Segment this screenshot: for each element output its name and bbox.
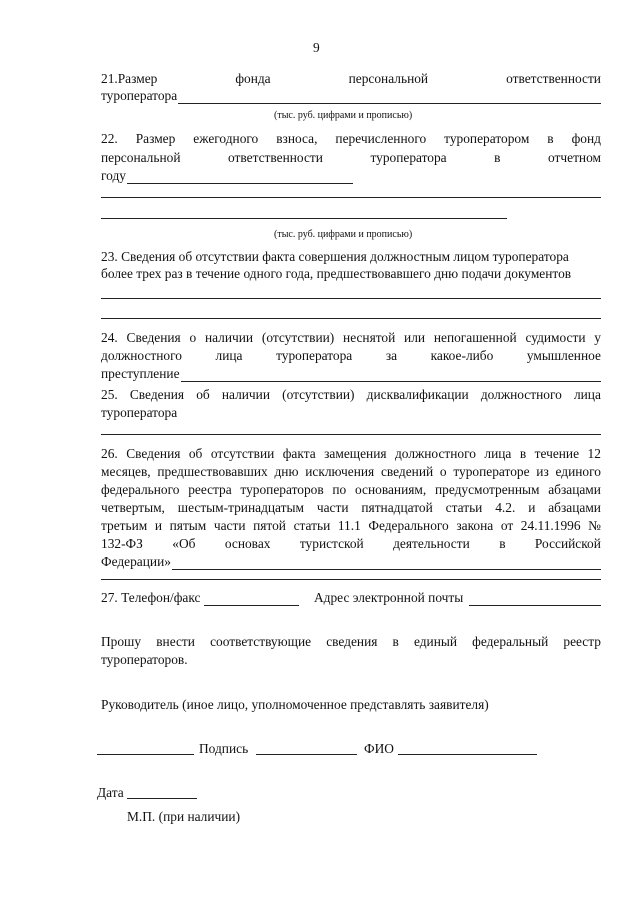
item24-line3 (101, 366, 601, 382)
item26-word: должностного (394, 446, 476, 461)
item26-word: статьи (445, 500, 483, 515)
email-label: Адрес электронной почты (314, 590, 464, 605)
email-field[interactable] (469, 593, 601, 606)
annual-fee-field-line2[interactable] (101, 197, 601, 198)
position-field[interactable] (97, 754, 194, 755)
item26-word: от (500, 518, 514, 533)
item26-word: № (588, 518, 601, 533)
fio-field[interactable] (398, 754, 537, 755)
item26-word: туроператоре (453, 464, 530, 479)
request-word: внести (156, 634, 195, 649)
page-number: 9 (313, 40, 320, 55)
item22-line1 (101, 131, 601, 147)
request-word: федеральный (472, 634, 549, 649)
item24-word: Сведения (126, 330, 181, 345)
item24-word: какое-либо (430, 348, 494, 363)
item26-word: абзацами (548, 482, 601, 497)
item24-word: умышленное (526, 348, 601, 363)
item26-word: статьи (293, 518, 331, 533)
request-word: единый (413, 634, 458, 649)
item22-word: фонд (571, 131, 601, 146)
item26-word: и (154, 518, 163, 533)
item22-word: персональной (101, 150, 181, 165)
item25-line1 (101, 387, 601, 403)
item24-word: должностного (101, 348, 182, 363)
item22-label: году (101, 168, 126, 183)
item26-word: федерального (101, 482, 180, 497)
request-line1 (101, 634, 601, 650)
item26-word: предшествовавших (157, 464, 268, 479)
item26-word: туристской (299, 536, 364, 551)
item26-line5 (101, 518, 601, 534)
item24-label: преступление (101, 366, 180, 381)
item26-word: части (316, 500, 349, 515)
item26-word: в (519, 446, 527, 461)
item26-word: лица (484, 446, 512, 461)
signature-field[interactable] (256, 754, 357, 755)
item26-word: Сведения (126, 446, 181, 461)
item25-word: дисквалификации (366, 387, 469, 402)
item26-word: о (439, 464, 447, 479)
item21-note: (тыс. руб. цифрами и прописью) (274, 110, 413, 121)
item22-word: туроператора (370, 150, 447, 165)
item25-word: должностного (480, 387, 562, 402)
item26-word: пятнадцатой (361, 500, 433, 515)
item25-word: 25. (101, 387, 118, 402)
item26-word: абзацами (548, 500, 601, 515)
item26-word: из (536, 464, 549, 479)
item26-line1 (101, 446, 601, 462)
item21-label: туроператора (101, 88, 178, 103)
item21-line1 (101, 71, 601, 87)
item26-word: Российской (534, 536, 601, 551)
item25-word: (отсутствии) (282, 387, 355, 402)
item24-word: или (404, 330, 426, 345)
item22-note: (тыс. руб. цифрами и прописью) (274, 229, 413, 240)
item26-word: третьим (101, 518, 148, 533)
item22-line3 (101, 168, 353, 184)
phone-fax-field[interactable] (204, 593, 299, 606)
item26-line6 (101, 536, 601, 552)
item21-word: ответственности (506, 71, 601, 86)
item24-line2 (101, 348, 601, 364)
item23-line1: 23. Сведения об отсутствии факта совершения должностным лицом туроператора (101, 249, 569, 264)
item25-word: об (196, 387, 210, 402)
item22-word: 22. (101, 131, 118, 146)
item25-word: лица (573, 387, 601, 402)
annual-fee-field-line3[interactable] (101, 218, 507, 219)
date-label: Дата (97, 785, 124, 800)
item22-word: туроператором (444, 131, 530, 146)
item26-word: единого (555, 464, 601, 479)
request-word: соответствующие (210, 634, 312, 649)
item23-field-line1[interactable] (101, 298, 601, 299)
item24-word: (отсутствии) (261, 330, 335, 345)
item26-word: пятой (253, 518, 286, 533)
item22-word: ответственности (228, 150, 323, 165)
item26-word: по (332, 482, 347, 497)
item24-line1 (101, 330, 601, 346)
item26-word: основах (224, 536, 271, 551)
item22-word: в (494, 150, 501, 165)
item26-word: закона (456, 518, 494, 533)
item26-word: 12 (587, 446, 601, 461)
item26-word: реестра (188, 482, 232, 497)
item23-line2: более трех раз в течение одного года, предшествовавшего дню подачи документов (101, 266, 572, 281)
item26-word: Федерального (368, 518, 449, 533)
item26-word: деятельности (393, 536, 470, 551)
item26-word: 4.2. (495, 500, 516, 515)
item26-word: замещения (324, 446, 387, 461)
item26-word: отсутствии (210, 446, 275, 461)
request-word: в (392, 634, 399, 649)
item22-word: ежегодного (193, 131, 259, 146)
item26-word: «Об (172, 536, 196, 551)
item23-field-line2[interactable] (101, 318, 601, 319)
item26-word: сведений (380, 464, 434, 479)
item26-word: 24.11.1996 (520, 518, 581, 533)
request-word: сведения (326, 634, 378, 649)
request-word: реестр (563, 634, 601, 649)
item24-word: туроператора (276, 348, 353, 363)
item24-word: за (385, 348, 398, 363)
item22-word: в (547, 131, 554, 146)
item24-word: судимости (525, 330, 586, 345)
item26-word: в (499, 536, 506, 551)
item26-word: 11.1 (337, 518, 361, 533)
phone-fax-row (101, 590, 299, 606)
criminal-record-field[interactable] (181, 369, 601, 382)
item26-word: об (188, 446, 203, 461)
item25-word: Сведения (129, 387, 185, 402)
item21-line2 (101, 88, 601, 104)
seal-label: М.П. (при наличии) (127, 809, 241, 824)
item21-word: фонда (235, 71, 271, 86)
item26-word: месяцев, (101, 464, 151, 479)
item22-word: Размер (135, 131, 176, 146)
item24-word: непогашенной (433, 330, 517, 345)
item24-word: лица (215, 348, 243, 363)
item26-line3 (101, 482, 601, 498)
fio-label: ФИО (364, 741, 394, 756)
item24-word: 24. (101, 330, 118, 345)
position-replacement-field-line2[interactable] (101, 579, 601, 580)
item22-word: отчетном (548, 150, 601, 165)
item25-line2: туроператора (101, 405, 178, 420)
item26-word: туроператоров (240, 482, 324, 497)
item21-word: 21.Размер (101, 71, 158, 86)
signer-heading: Руководитель (иное лицо, уполномоченное представлять заявителя) (101, 697, 489, 712)
item26-word: и (528, 500, 536, 515)
item24-word: неснятой (343, 330, 396, 345)
request-word: Прошу (101, 634, 142, 649)
item26-word: исключения (305, 464, 375, 479)
phone-fax-label: 27. Телефон/факс (101, 590, 201, 605)
item26-word: основаниям, (354, 482, 427, 497)
item26-label: Федерации» (101, 554, 171, 569)
item24-word: о (189, 330, 197, 345)
item26-word: 26. (101, 446, 118, 461)
item26-word: 132-ФЗ (101, 536, 143, 551)
position-replacement-field[interactable] (172, 557, 601, 570)
item22-word: взноса, (276, 131, 318, 146)
item26-word: факта (282, 446, 316, 461)
item26-word: пятым (169, 518, 207, 533)
item26-word: шестым-тринадцатым (177, 500, 304, 515)
date-field[interactable] (127, 798, 197, 799)
item26-line2 (101, 464, 601, 480)
item26-word: течение (534, 446, 580, 461)
email-row (314, 590, 601, 606)
request-line2: туроператоров. (101, 652, 188, 667)
item24-word: наличии (204, 330, 254, 345)
item22-line2 (101, 150, 601, 166)
fund-size-field[interactable] (178, 91, 601, 104)
annual-fee-field[interactable] (127, 171, 353, 184)
item26-line4 (101, 500, 601, 516)
item22-word: перечисленного (335, 131, 427, 146)
signature-label: Подпись (199, 741, 249, 756)
item24-word: у (594, 330, 601, 345)
item21-word: персональной (348, 71, 429, 86)
item26-line7 (101, 554, 601, 570)
item26-word: предусмотренным (434, 482, 540, 497)
disqualification-field[interactable] (101, 434, 601, 435)
item25-word: наличии (221, 387, 270, 402)
item26-word: дню (274, 464, 299, 479)
item26-word: части (213, 518, 246, 533)
item26-word: четвертым, (101, 500, 165, 515)
